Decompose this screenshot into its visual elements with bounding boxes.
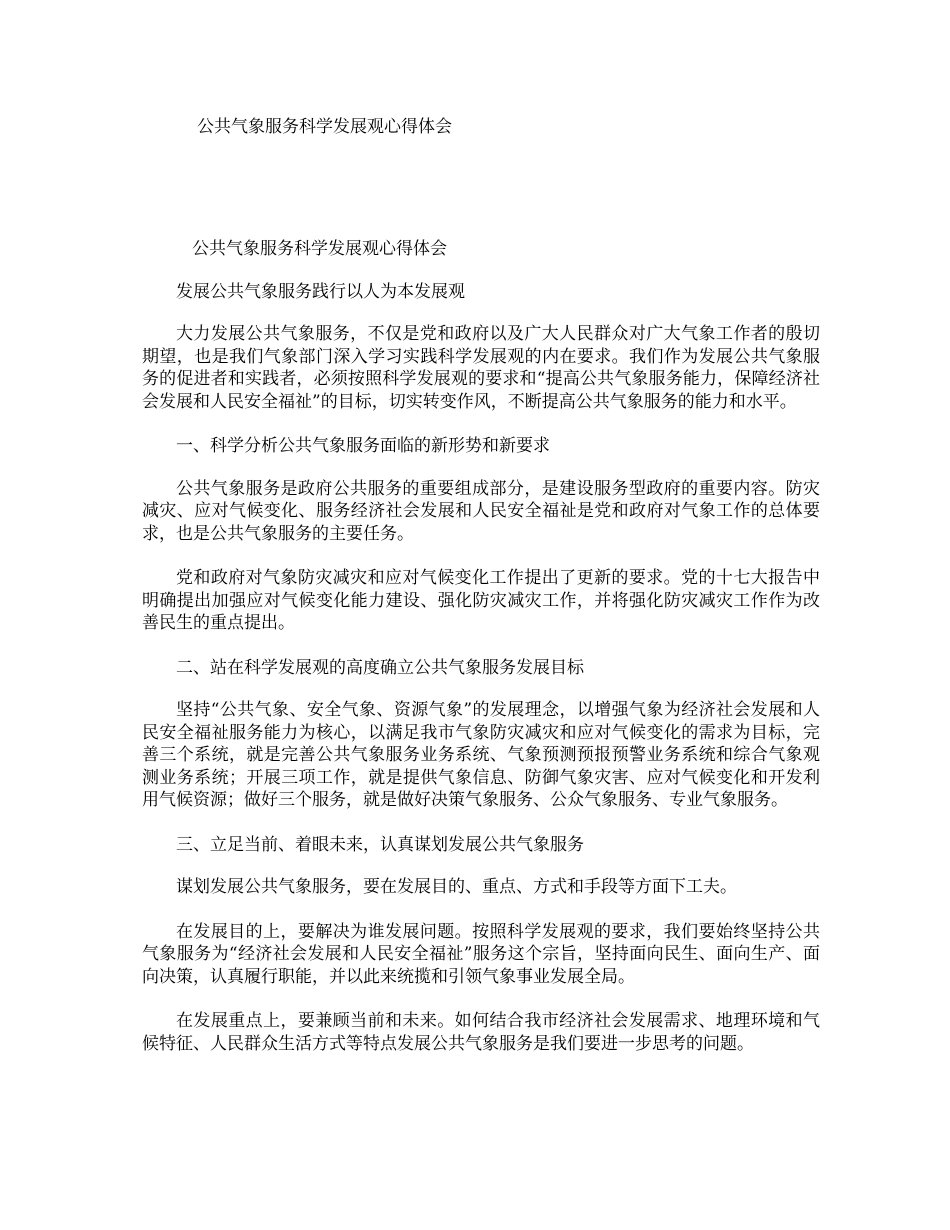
section-2-heading: 二、站在科学发展观的高度确立公共气象服务发展目标 <box>176 657 584 678</box>
main-heading: 发展公共气象服务践行以人为本发展观 <box>176 281 465 302</box>
section-3-paragraph-2: 在发展目的上，要解决为谁发展问题。按照科学发展观的要求，我们要始终坚持公共气象服务为“经济社会发展和人民安全福祉”服务这个宗旨，坚持面向民生、面向生产、面向决策，认真履行职能，并以此来统揽和引领气象事业发展全局。 <box>142 921 820 987</box>
section-3-heading: 三、立足当前、着眼未来，认真谋划发展公共气象服务 <box>176 834 584 855</box>
section-3-paragraph-1: 谋划发展公共气象服务，要在发展目的、重点、方式和手段等方面下工夫。 <box>176 877 737 897</box>
section-1-paragraph-1: 公共气象服务是政府公共服务的重要组成部分，是建设服务型政府的重要内容。防灾减灾、应对气候变化、服务经济社会发展和人民安全福祉是党和政府对气象工作的总体要求，也是公共气象服务的主要任务。 <box>142 478 820 544</box>
document-body <box>142 238 820 1077</box>
document-title: 公共气象服务科学发展观心得体会 <box>197 117 452 137</box>
section-1-heading: 一、科学分析公共气象服务面临的新形势和新要求 <box>176 436 550 456</box>
document-subtitle: 公共气象服务科学发展观心得体会 <box>192 239 447 259</box>
section-2-paragraph-1: 坚持“公共气象、安全气象、资源气象”的发展理念，以增强气象为经济社会发展和人民安全福祉服务能力为核心，以满足我市气象防灾减灾和应对气候变化的需求为目标，完善三个系统，就是完善公共气象服务业务系统、气象预测预报预警业务系统和综合气象观测业务系统；开展三项工作，就是提供气象信息、防御气象灾害、应对气候变化和开发利用气候资源；做好三个服务，就是做好决策气象服务、公众气象服务、专业气象服务。 <box>142 700 820 810</box>
section-3-paragraph-3: 在发展重点上，要兼顾当前和未来。如何结合我市经济社会发展需求、地理环境和气候特征、人民群众生活方式等特点发展公共气象服务是我们要进一步思考的问题。 <box>142 1011 820 1054</box>
intro-paragraph: 大力发展公共气象服务，不仅是党和政府以及广大人民群众对广大气象工作者的殷切期望，也是我们气象部门深入学习实践科学发展观的内在要求。我们作为发展公共气象服务的促进者和实践者，必须按照科学发展观的要求和“提高公共气象服务能力，保障经济社会发展和人民安全福祉”的目标，切实转变作风，不断提高公共气象服务的能力和水平。 <box>142 324 820 412</box>
section-1-paragraph-2: 党和政府对气象防灾减灾和应对气候变化工作提出了更新的要求。党的十七大报告中明确提出加强应对气候变化能力建设、强化防灾减灾工作，并将强化防灾减灾工作作为改善民生的重点提出。 <box>142 568 820 633</box>
